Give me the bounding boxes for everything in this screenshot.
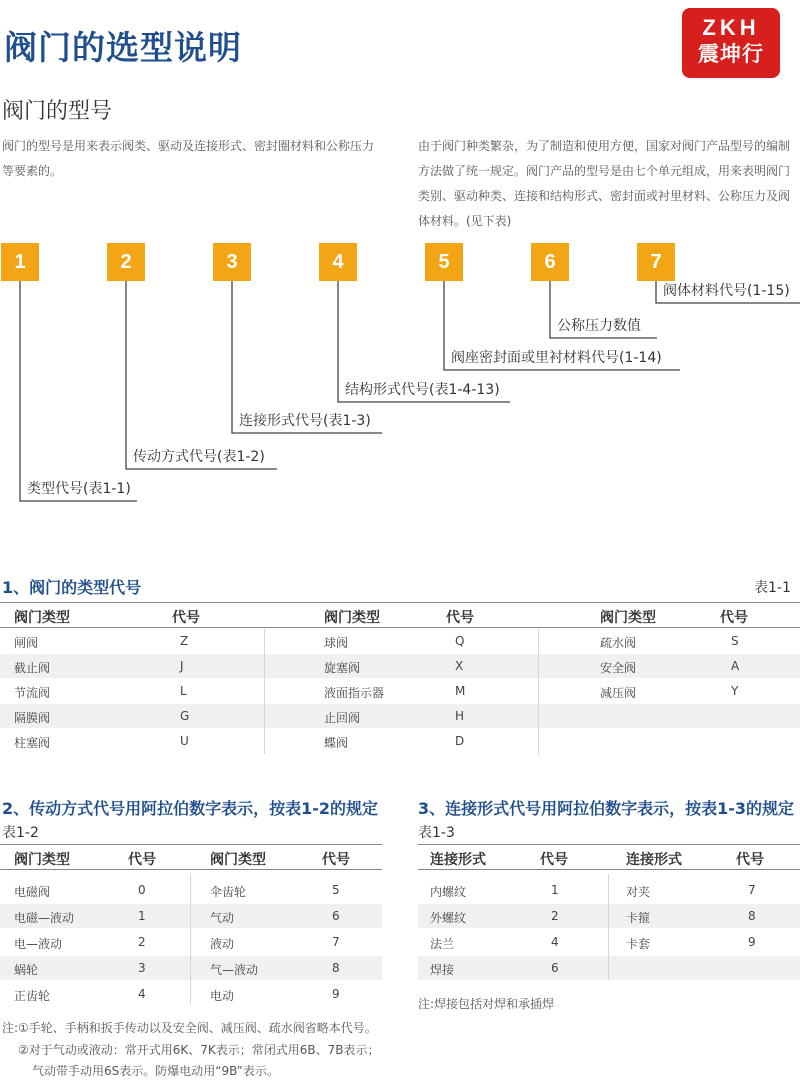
table-cell: 内螺纹 [430,885,467,899]
table-row [418,956,800,980]
table-cell: 截止阀 [14,661,51,675]
table1-number: 表1-1 [754,580,791,596]
table-cell: 4 [138,987,146,1001]
table-cell: H [455,709,465,723]
table-cell: Z [180,634,189,648]
note-line-3: 气动带手动用6S表示。防爆电动用“9B”表示。 [32,1064,279,1078]
table-header [418,844,800,870]
table-cell: 止回阀 [324,711,361,725]
table-cell: Q [455,634,465,648]
table-cell: Y [731,684,739,698]
table3-title: 3、连接形式代号用阿拉伯数字表示，按表1-3的规定 [418,799,795,818]
table-cell: 1 [138,909,146,923]
table-cell: 电—液动 [14,937,63,951]
table-cell: 1 [551,883,559,897]
table-row [0,904,382,928]
logo-text: ZKH [702,15,760,40]
page-title: 阀门的选型说明 [4,28,242,67]
note-line-2: ②对于气动或液动：常开式用6K、7K表示；常闭式用6B、7B表示； [18,1043,380,1057]
table-cell: 4 [551,935,559,949]
table-cell: 对夹 [626,885,651,899]
table-cell: G [180,709,190,723]
table-cell: 正齿轮 [14,989,51,1003]
note-line-1: 注:①手轮、手柄和扳手传动以及安全阀、减压阀、疏水阀省略本代号。 [2,1021,377,1035]
table-row [0,679,800,703]
table-cell: 9 [332,987,340,1001]
table-cell: A [731,659,740,673]
table-row [0,956,382,980]
unit-box-4: 4 [319,243,357,281]
header-cell: 代号 [720,610,748,626]
table-cell: 外螺纹 [430,911,467,925]
table-cell: 8 [332,961,340,975]
header-cell: 连接形式 [626,852,682,868]
unit-label-1: 类型代号(表1-1) [27,481,131,497]
unit-label-5: 阀座密封面或里衬材料代号(1-14) [451,350,662,366]
table-row [418,878,800,902]
table-cell: 节流阀 [14,686,51,700]
header-cell: 阀门类型 [210,852,266,868]
unit-box-1: 1 [1,243,39,281]
header-cell: 阀门类型 [324,610,380,626]
table-cell: 减压阀 [600,686,637,700]
table-row [0,704,800,728]
header-cell: 连接形式 [430,852,486,868]
header-cell: 阀门类型 [600,610,656,626]
table-cell: 2 [551,909,559,923]
table-cell: 卡箍 [626,911,651,925]
unit-box-5: 5 [425,243,463,281]
table-cell: 柱塞阀 [14,736,51,750]
unit-label-4: 结构形式代号(表1-4-13) [345,382,500,398]
table-cell: 焊接 [430,963,455,977]
table-row [0,878,382,902]
table-cell: 疏水阀 [600,636,637,650]
intro-right-text: 由于阀门种类繁杂，为了制造和使用方便，国家对阀门产品型号的编制方法做了统一规定。阀门产品的型号是由七个单元组成，用来表明阀门类别、驱动种类、连接和结构形式、密封面或衬里材料、公称压力及阀体材料。(见下表) [418,139,791,228]
header-cell: 阀门类型 [14,852,70,868]
header-cell: 代号 [736,852,764,868]
table-cell: 0 [138,883,146,897]
table-cell: 5 [332,883,340,897]
table-cell: X [455,659,464,673]
table-cell: 8 [748,909,756,923]
unit-label-7: 阀体材料代号(1-15) [663,283,790,299]
header-cell: 代号 [540,852,568,868]
table-cell: J [180,659,184,673]
table-cell: 液动 [210,937,235,951]
drive-mode-table [0,844,382,1006]
header-cell: 代号 [172,610,200,626]
table-cell: 气动 [210,911,235,925]
table-cell: S [731,634,739,648]
table-cell: 电动 [210,989,235,1003]
table-row [0,982,382,1006]
table-cell: 卡套 [626,937,651,951]
table-cell: 气—液动 [210,963,259,977]
table-row [418,904,800,928]
table-cell: 2 [138,935,146,949]
unit-box-7: 7 [637,243,675,281]
table2-title: 2、传动方式代号用阿拉伯数字表示，按表1-2的规定 [2,799,379,818]
table-cell: 液面指示器 [324,686,385,700]
table-cell: M [455,684,466,698]
table2-number: 表1-2 [2,825,39,841]
table-cell: 9 [748,935,756,949]
table-header [0,602,800,628]
table-cell: 隔膜阀 [14,711,51,725]
header-cell: 代号 [446,610,474,626]
table-cell: 电磁阀 [14,885,51,899]
table3-note: 注:焊接包括对焊和承插焊 [418,997,555,1011]
table-header [0,844,382,870]
table-cell: D [455,734,465,748]
unit-box-6: 6 [531,243,569,281]
table-cell: 旋塞阀 [324,661,361,675]
section-title-model: 阀门的型号 [2,99,113,124]
table-cell: 6 [332,909,340,923]
table-cell: 7 [332,935,340,949]
unit-label-6: 公称压力数值 [557,318,641,334]
table-cell: 7 [748,883,756,897]
table-row [0,629,800,653]
header-cell: 代号 [128,852,156,868]
table-row [0,729,800,753]
table-cell: 3 [138,961,146,975]
table-cell: 电磁—液动 [14,911,75,925]
table-row [0,930,382,954]
connection-type-table [418,844,800,980]
table-cell: 闸阀 [14,636,39,650]
table-cell: 蝶阀 [324,736,349,750]
table-cell: U [180,734,189,748]
intro-left-text: 阀门的型号是用来表示阀类、驱动及连接形式、密封圈材料和公称压力等要素的。 [2,139,375,178]
table-cell: 安全阀 [600,661,637,675]
unit-box-2: 2 [107,243,145,281]
table-cell: 6 [551,961,559,975]
header-cell: 代号 [322,852,350,868]
table-row [418,930,800,954]
table-cell: 球阀 [324,636,349,650]
table-cell: 法兰 [430,937,455,951]
unit-label-3: 连接形式代号(表1-3) [239,413,371,429]
table-cell: 蜗轮 [14,963,39,977]
table-cell: L [180,684,187,698]
table3-number: 表1-3 [418,825,455,841]
header-cell: 阀门类型 [14,610,70,626]
logo-subtext: 震坤行 [698,42,764,66]
table1-title: 1、阀门的类型代号 [2,578,142,597]
table-cell: 伞齿轮 [210,885,247,899]
valve-type-table [0,602,800,754]
unit-box-3: 3 [213,243,251,281]
table-row [0,654,800,678]
unit-label-2: 传动方式代号(表1-2) [133,449,265,465]
